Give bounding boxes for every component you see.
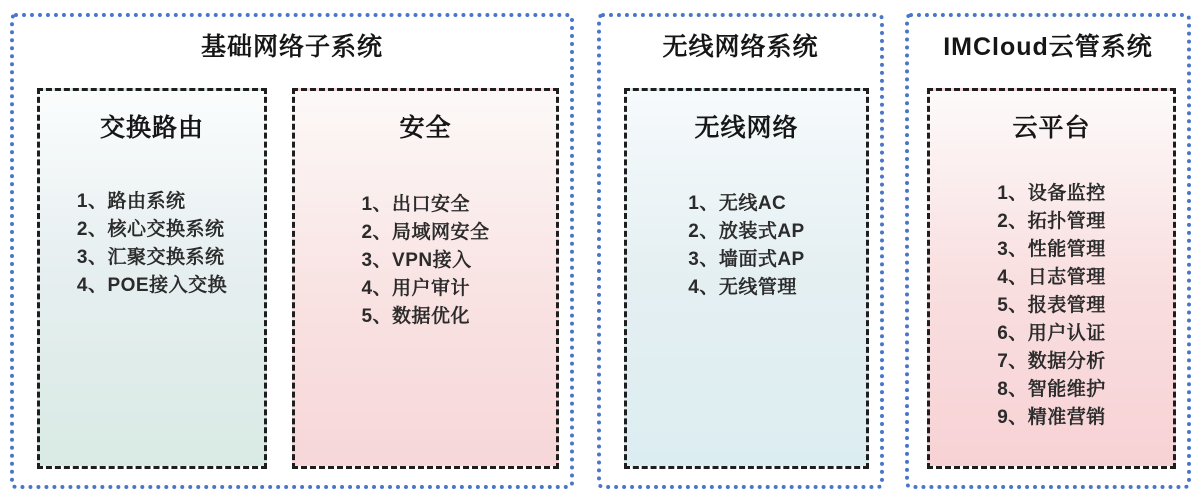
list-item: 3、汇聚交换系统 <box>76 247 225 268</box>
list-item: 8、智能维护 <box>997 379 1106 400</box>
section-title-wireless-network: 无线网络系统 <box>662 33 819 61</box>
list-item: 3、墙面式AP <box>688 249 805 270</box>
section-basic-network-subsystem <box>10 13 574 489</box>
box-security <box>292 88 559 469</box>
list-item: 2、拓扑管理 <box>997 211 1106 232</box>
list-item: 4、POE接入交换 <box>76 275 228 296</box>
box-switching-routing <box>37 88 267 469</box>
box-cloud-platform <box>927 88 1176 469</box>
list-item: 1、路由系统 <box>76 191 186 212</box>
list-item: 3、性能管理 <box>997 239 1106 260</box>
list-item: 2、核心交换系统 <box>76 219 225 240</box>
box-title-cloud-platform: 云平台 <box>1012 114 1091 142</box>
list-item: 4、无线管理 <box>688 277 797 298</box>
list-item: 4、用户审计 <box>361 278 471 299</box>
box-wireless-network <box>624 88 869 469</box>
list-item: 4、日志管理 <box>997 267 1106 288</box>
section-imcloud-management-system <box>905 13 1191 489</box>
section-title-basic-network: 基础网络子系统 <box>200 33 383 61</box>
list-item: 2、局域网安全 <box>361 222 490 243</box>
list-item: 1、出口安全 <box>361 194 471 215</box>
list-item: 1、设备监控 <box>997 183 1106 204</box>
list-item: 6、用户认证 <box>997 323 1106 344</box>
list-item: 7、数据分析 <box>997 351 1106 372</box>
list-cloud-platform <box>997 180 1106 432</box>
list-switching-routing <box>77 188 227 300</box>
list-item: 2、放装式AP <box>688 221 805 242</box>
box-title-switching-routing: 交换路由 <box>99 114 204 142</box>
list-security <box>361 191 489 331</box>
section-title-imcloud: IMCloud云管系统 <box>943 33 1153 61</box>
list-item: 3、VPN接入 <box>361 250 472 271</box>
section-wireless-network-system <box>597 13 884 489</box>
list-item: 1、无线AC <box>688 193 787 214</box>
list-wireless-network <box>688 190 804 302</box>
box-title-wireless-network: 无线网络 <box>694 114 799 142</box>
list-item: 5、数据优化 <box>361 306 471 327</box>
list-item: 5、报表管理 <box>997 295 1106 316</box>
box-title-security: 安全 <box>399 114 452 142</box>
list-item: 9、精准营销 <box>997 407 1106 428</box>
